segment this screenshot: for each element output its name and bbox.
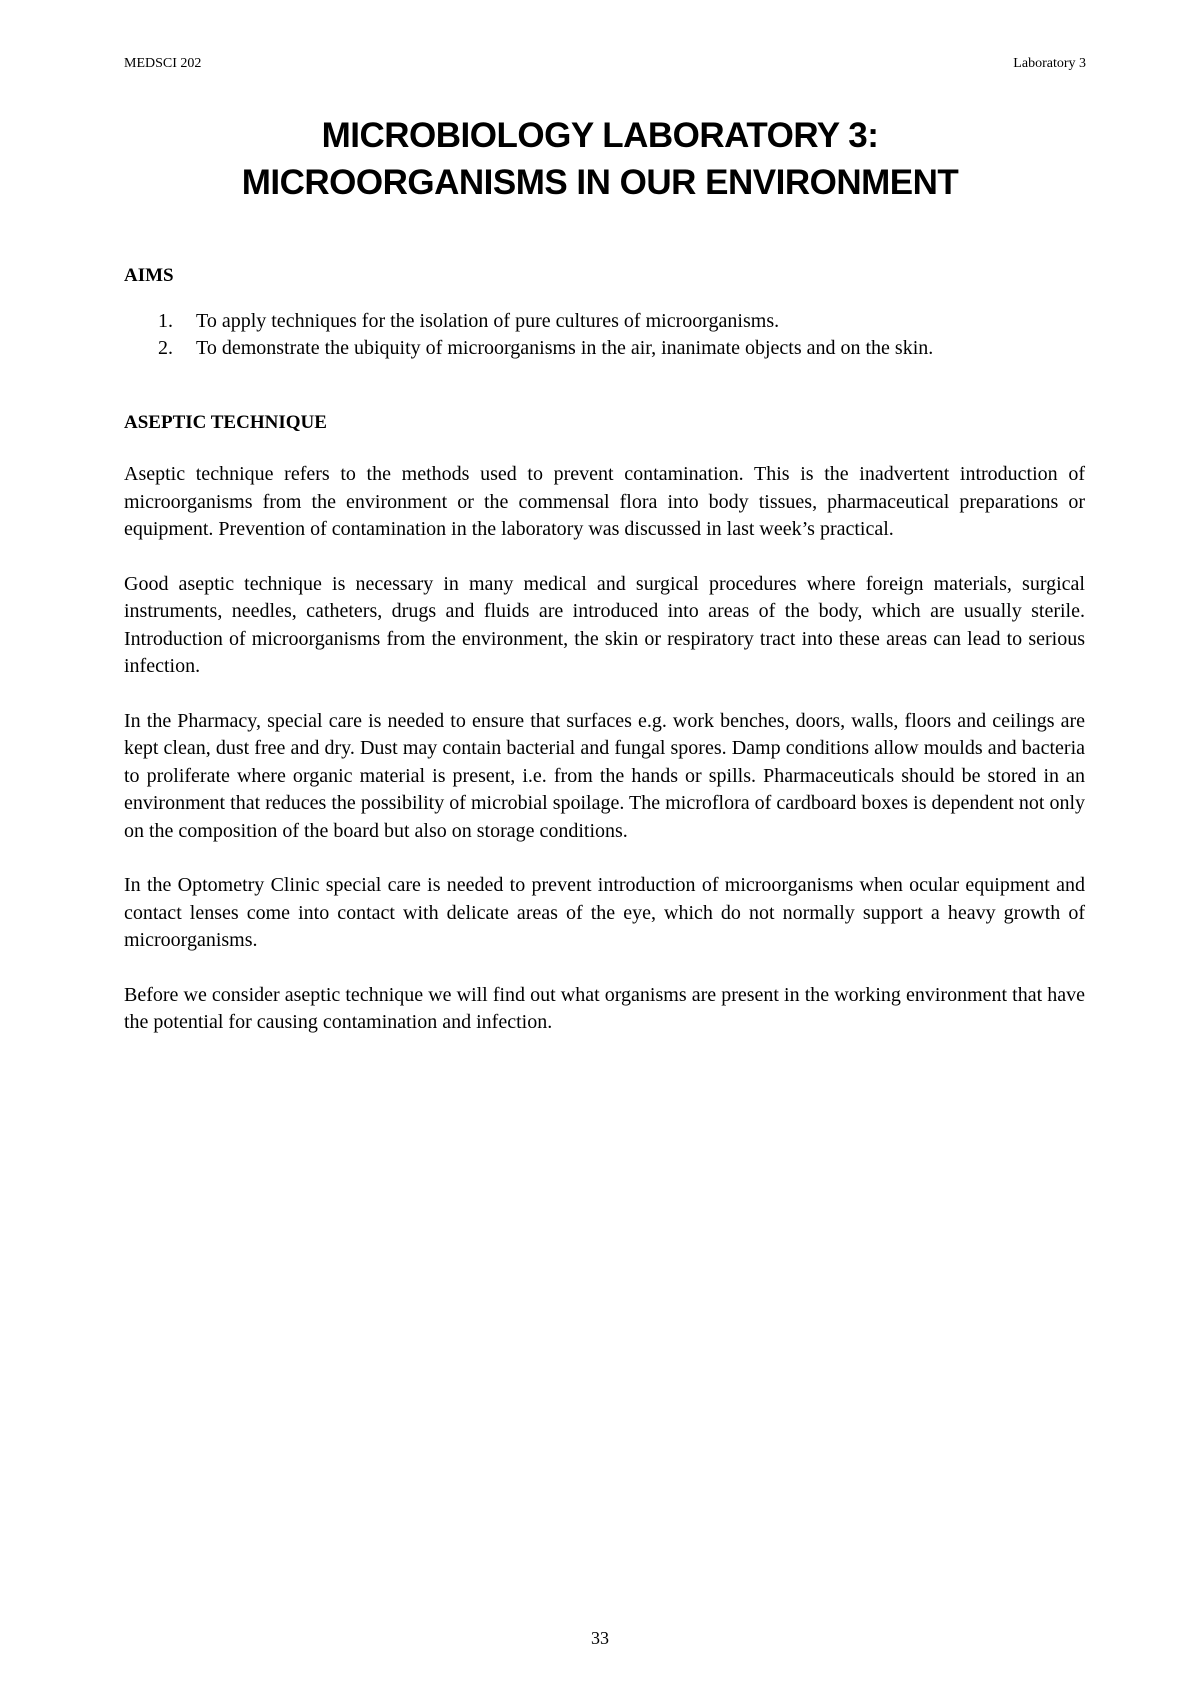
aims-heading: AIMS [124,265,174,286]
body-paragraph: Aseptic technique refers to the methods used to prevent contamination. This is the inadvertent introduction of microorganisms from the environment or the commensal flora into body tissues, pharmaceutical preparations or equipment. Prevention of contamination in the laboratory was discussed in last week’s practical. [124,463,1085,540]
body-paragraph: In the Pharmacy, special care is needed to ensure that surfaces e.g. work benches, doors, walls, floors and ceilings are kept clean, dust free and dry. Dust may contain bacterial and fungal spores. Damp conditions allow moulds and bacteria to proliferate where organic material is present, i.e. from the hands or spills. Pharmaceuticals should be stored in an environment that reduces the possibility of microbial spoilage. The microflora of cardboard boxes is dependent not only on the composition of the board but also on storage conditions. [124,709,1085,842]
body-paragraph: Before we consider aseptic technique we will find out what organisms are present in the working environment that have the potential for causing contamination and infection. [124,983,1085,1033]
aims-list-item [124,335,1085,363]
aims-item-number: 1. [158,309,173,332]
running-header-course: MEDSCI 202 [124,56,202,71]
aims-list [124,308,1085,363]
running-header-lab: Laboratory 3 [1013,56,1086,71]
aims-item-text: To apply techniques for the isolation of pure cultures of microorganisms. [196,309,780,332]
page-title-line-2: MICROORGANISMS IN OUR ENVIRONMENT [241,163,959,202]
page-title [100,112,1100,206]
aseptic-technique-heading: ASEPTIC TECHNIQUE [124,411,327,433]
aims-list-item [124,308,1085,336]
page-title-line-1: MICROBIOLOGY LABORATORY 3: [321,116,879,155]
aims-item-number: 2. [158,337,173,359]
document-body [124,262,1085,1037]
page-number: 33 [591,1628,609,1648]
body-paragraph: In the Optometry Clinic special care is needed to prevent introduction of microorganisms when ocular equipment and contact lenses come into contact with delicate areas of the eye, which do not normally support a heavy growth of microorganisms. [124,874,1085,951]
body-paragraph: Good aseptic technique is necessary in many medical and surgical procedures where foreign materials, surgical instruments, needles, catheters, drugs and fluids are introduced into areas of the body, which are usually sterile. Introduction of microorganisms from the environment, the skin or respiratory tract into these areas can lead to serious infection. [124,572,1085,677]
aims-item-text: To demonstrate the ubiquity of microorganisms in the air, inanimate objects and on the skin. [196,337,934,359]
